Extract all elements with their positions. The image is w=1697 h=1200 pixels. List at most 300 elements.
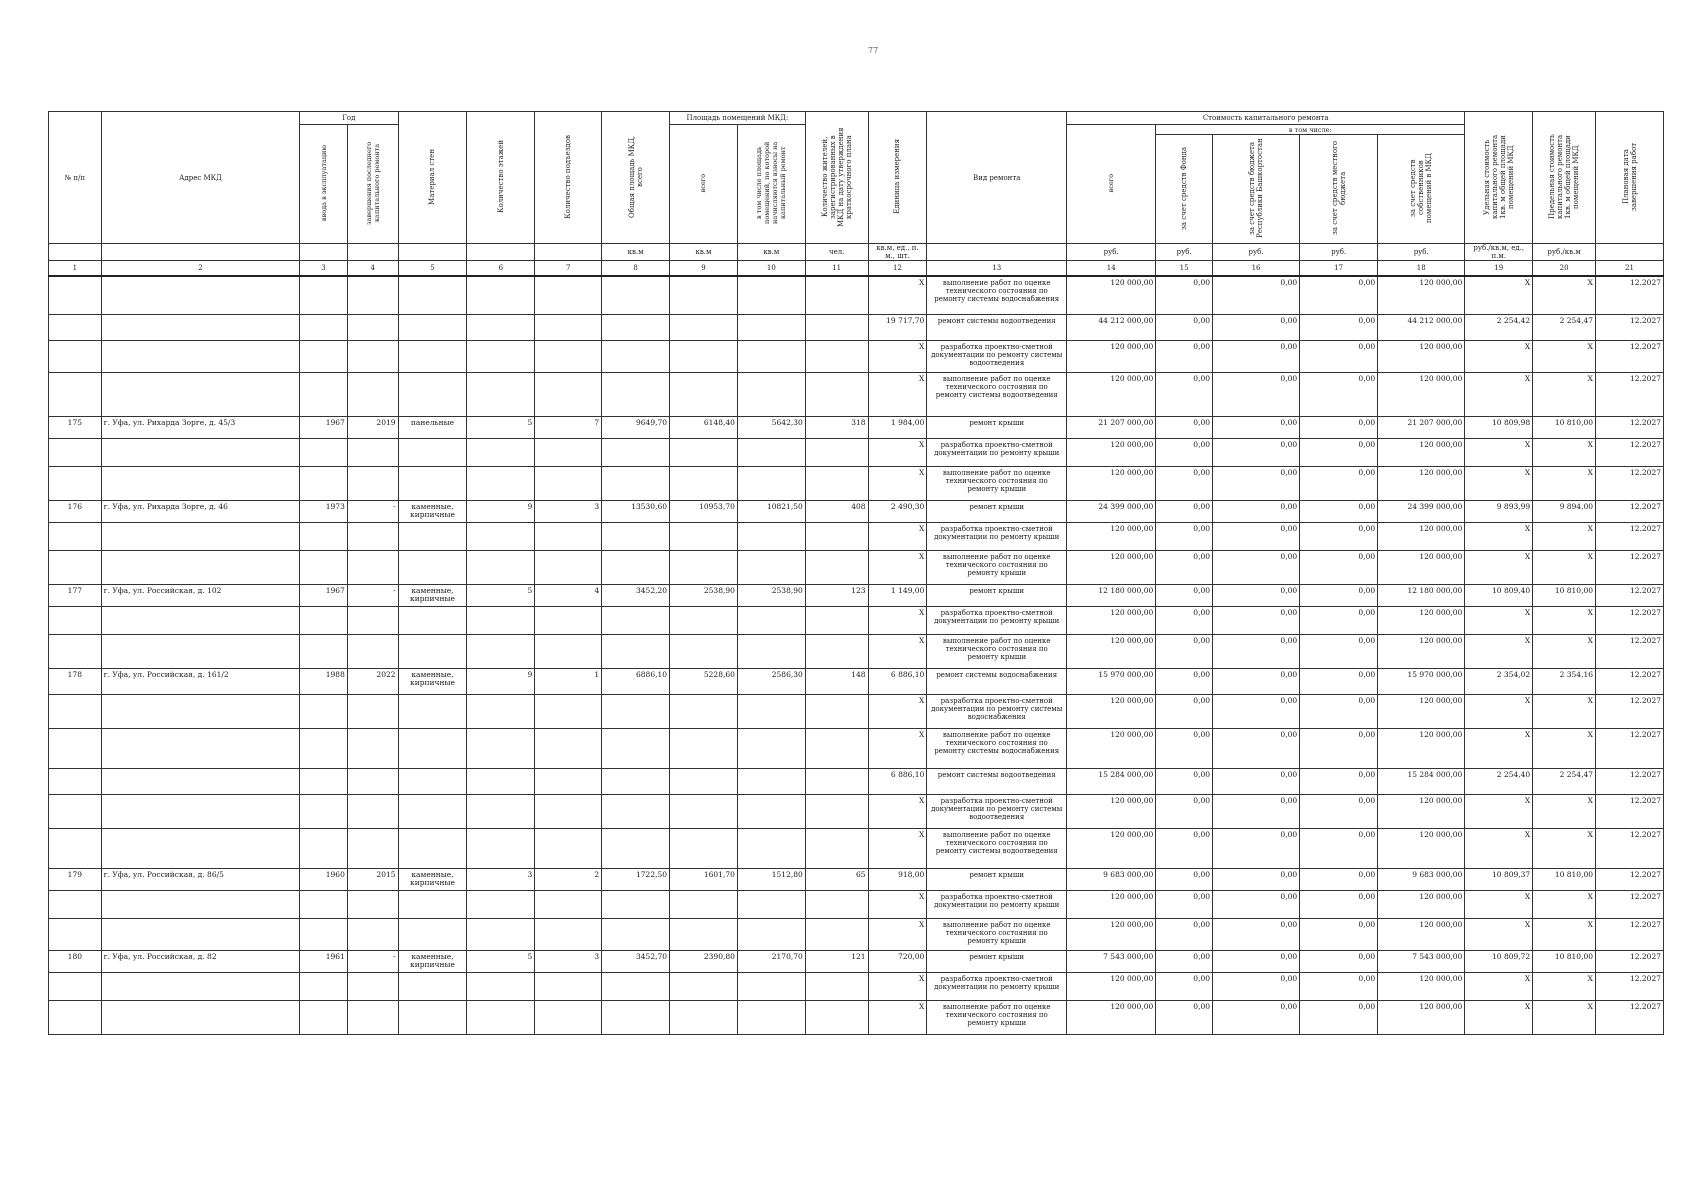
cell-cost-fund: 0,00 — [1156, 768, 1213, 794]
cell-cost-owners: 120 000,00 — [1378, 972, 1465, 1000]
cell-entrances — [535, 522, 602, 550]
cell-year-built: 1967 — [300, 584, 348, 606]
cell-cost-fund: 0,00 — [1156, 794, 1213, 828]
cell-total-area — [602, 634, 670, 668]
cell-residents — [805, 314, 868, 340]
cell-repair-type: ремонт крыши — [927, 868, 1067, 890]
cell-max-cost: X — [1533, 438, 1596, 466]
column-number: 9 — [670, 261, 738, 277]
table-row — [49, 416, 1664, 438]
cell-floors — [467, 340, 535, 372]
table-row — [49, 276, 1664, 314]
unit-cell: руб. — [1067, 244, 1156, 261]
cell-unit-value: X — [868, 728, 927, 768]
table-row — [49, 668, 1664, 694]
cell-year-last-repair — [347, 372, 398, 416]
cell-repair-type: выполнение работ по оценке технического состояния по ремонту системы водоотведения — [927, 372, 1067, 416]
cell-address — [101, 728, 300, 768]
cell-address — [101, 438, 300, 466]
cell-repair-type: ремонт крыши — [927, 500, 1067, 522]
header-year-group: Год — [300, 112, 398, 125]
cell-year-built — [300, 466, 348, 500]
header-area-all: всего — [670, 125, 738, 244]
cell-cost-local: 0,00 — [1300, 466, 1378, 500]
cell-repair-type: разработка проектно-сметной документации по ремонту системы водоотведения — [927, 340, 1067, 372]
cell-planned-date: 12.2027 — [1596, 768, 1664, 794]
cell-repair-type: выполнение работ по оценке технического состояния по ремонту системы водоснабжения — [927, 728, 1067, 768]
cell-year-last-repair: - — [347, 500, 398, 522]
cell-repair-type: выполнение работ по оценке технического состояния по ремонту крыши — [927, 634, 1067, 668]
header-cost-owners: за счет средств собственников помещений в МКД — [1378, 135, 1465, 244]
column-number: 6 — [467, 261, 535, 277]
cell-unit-cost: X — [1465, 694, 1533, 728]
cell-entrances — [535, 1000, 602, 1034]
cell-unit-cost: X — [1465, 438, 1533, 466]
cell-area-fees — [737, 550, 805, 584]
header-area-group: Площадь помещений МКД: — [670, 112, 806, 125]
cell-year-built — [300, 972, 348, 1000]
cell-cost-local: 0,00 — [1300, 500, 1378, 522]
cell-row-number — [49, 694, 102, 728]
cell-year-built — [300, 276, 348, 314]
cell-area-all — [670, 634, 738, 668]
cell-entrances — [535, 972, 602, 1000]
column-number: 15 — [1156, 261, 1213, 277]
cell-cost-republic: 0,00 — [1213, 694, 1300, 728]
cell-cost-owners: 12 180 000,00 — [1378, 584, 1465, 606]
cell-planned-date: 12.2027 — [1596, 890, 1664, 918]
cell-unit-cost: X — [1465, 890, 1533, 918]
cell-cost-republic: 0,00 — [1213, 950, 1300, 972]
cell-cost-total: 120 000,00 — [1067, 728, 1156, 768]
cell-floors — [467, 794, 535, 828]
cell-planned-date: 12.2027 — [1596, 466, 1664, 500]
cell-row-number — [49, 372, 102, 416]
cell-cost-fund: 0,00 — [1156, 500, 1213, 522]
cell-wall-material — [398, 972, 467, 1000]
cell-area-all: 1601,70 — [670, 868, 738, 890]
cell-area-all: 2538,90 — [670, 584, 738, 606]
cell-max-cost: X — [1533, 466, 1596, 500]
cell-entrances — [535, 550, 602, 584]
cell-max-cost: 9 894,00 — [1533, 500, 1596, 522]
cell-cost-fund: 0,00 — [1156, 314, 1213, 340]
cell-residents — [805, 890, 868, 918]
cell-area-fees: 2586,30 — [737, 668, 805, 694]
cell-cost-fund: 0,00 — [1156, 584, 1213, 606]
cell-year-last-repair: 2019 — [347, 416, 398, 438]
cell-cost-republic: 0,00 — [1213, 340, 1300, 372]
cell-year-built — [300, 340, 348, 372]
cell-cost-republic: 0,00 — [1213, 890, 1300, 918]
column-number: 3 — [300, 261, 348, 277]
cell-wall-material: панельные — [398, 416, 467, 438]
cell-year-last-repair: 2015 — [347, 868, 398, 890]
unit-cell: руб. — [1378, 244, 1465, 261]
cell-row-number — [49, 828, 102, 868]
cell-cost-local: 0,00 — [1300, 868, 1378, 890]
cell-residents — [805, 372, 868, 416]
cell-entrances: 4 — [535, 584, 602, 606]
cell-wall-material — [398, 276, 467, 314]
cell-area-fees — [737, 1000, 805, 1034]
cell-year-last-repair — [347, 606, 398, 634]
cell-max-cost: 2 254,47 — [1533, 314, 1596, 340]
cell-area-all — [670, 972, 738, 1000]
cell-unit-value: X — [868, 438, 927, 466]
cell-floors: 5 — [467, 416, 535, 438]
cell-planned-date: 12.2027 — [1596, 606, 1664, 634]
cell-cost-total: 120 000,00 — [1067, 694, 1156, 728]
column-number: 7 — [535, 261, 602, 277]
cell-max-cost: 2 254,47 — [1533, 768, 1596, 794]
cell-planned-date: 12.2027 — [1596, 522, 1664, 550]
cell-total-area — [602, 972, 670, 1000]
cell-row-number — [49, 890, 102, 918]
cell-cost-republic: 0,00 — [1213, 606, 1300, 634]
cell-cost-republic: 0,00 — [1213, 728, 1300, 768]
cell-year-built — [300, 550, 348, 584]
cell-entrances: 7 — [535, 416, 602, 438]
header-unit: Единица измерения — [868, 112, 927, 244]
cell-cost-fund: 0,00 — [1156, 606, 1213, 634]
column-number: 20 — [1533, 261, 1596, 277]
cell-repair-type: разработка проектно-сметной документации по ремонту системы водоснабжения — [927, 694, 1067, 728]
cell-year-last-repair — [347, 438, 398, 466]
cell-cost-republic: 0,00 — [1213, 438, 1300, 466]
cell-cost-local: 0,00 — [1300, 918, 1378, 950]
cell-floors — [467, 438, 535, 466]
cell-year-last-repair — [347, 768, 398, 794]
table-row — [49, 522, 1664, 550]
cell-cost-owners: 120 000,00 — [1378, 372, 1465, 416]
cell-floors — [467, 918, 535, 950]
cell-total-area — [602, 728, 670, 768]
cell-wall-material — [398, 918, 467, 950]
cell-planned-date: 12.2027 — [1596, 794, 1664, 828]
cell-year-last-repair — [347, 522, 398, 550]
cell-wall-material — [398, 606, 467, 634]
cell-cost-republic: 0,00 — [1213, 1000, 1300, 1034]
cell-row-number — [49, 466, 102, 500]
cell-repair-type: разработка проектно-сметной документации по ремонту крыши — [927, 890, 1067, 918]
cell-unit-value: X — [868, 276, 927, 314]
column-number: 16 — [1213, 261, 1300, 277]
cell-cost-owners: 120 000,00 — [1378, 918, 1465, 950]
cell-total-area — [602, 340, 670, 372]
header-number: № п/п — [49, 112, 102, 244]
cell-cost-fund: 0,00 — [1156, 972, 1213, 1000]
cell-wall-material — [398, 314, 467, 340]
cell-wall-material — [398, 372, 467, 416]
cell-row-number — [49, 340, 102, 372]
cell-planned-date: 12.2027 — [1596, 500, 1664, 522]
cell-cost-total: 120 000,00 — [1067, 466, 1156, 500]
cell-residents — [805, 828, 868, 868]
cell-repair-type: разработка проектно-сметной документации по ремонту крыши — [927, 438, 1067, 466]
cell-address — [101, 768, 300, 794]
cell-max-cost: 2 354,16 — [1533, 668, 1596, 694]
unit-cell: кв.м — [602, 244, 670, 261]
unit-cell: руб. — [1213, 244, 1300, 261]
cell-address — [101, 828, 300, 868]
cell-cost-local: 0,00 — [1300, 694, 1378, 728]
cell-wall-material — [398, 794, 467, 828]
cell-cost-total: 120 000,00 — [1067, 1000, 1156, 1034]
cell-planned-date: 12.2027 — [1596, 972, 1664, 1000]
cell-row-number — [49, 276, 102, 314]
cell-cost-total: 120 000,00 — [1067, 634, 1156, 668]
cell-address: г. Уфа, ул. Российская, д. 86/5 — [101, 868, 300, 890]
table-row — [49, 634, 1664, 668]
cell-year-built — [300, 634, 348, 668]
cell-residents — [805, 634, 868, 668]
cell-max-cost: 10 810,00 — [1533, 584, 1596, 606]
cell-floors — [467, 828, 535, 868]
cell-area-fees — [737, 634, 805, 668]
cell-area-all — [670, 890, 738, 918]
cell-residents: 65 — [805, 868, 868, 890]
cell-cost-fund: 0,00 — [1156, 340, 1213, 372]
cell-total-area — [602, 550, 670, 584]
table-row — [49, 372, 1664, 416]
cell-cost-republic: 0,00 — [1213, 372, 1300, 416]
cell-unit-value: X — [868, 918, 927, 950]
cell-address — [101, 794, 300, 828]
cell-year-last-repair: - — [347, 950, 398, 972]
cell-area-fees — [737, 768, 805, 794]
cell-cost-fund: 0,00 — [1156, 918, 1213, 950]
cell-unit-value: 2 490,30 — [868, 500, 927, 522]
cell-residents — [805, 522, 868, 550]
cell-floors — [467, 466, 535, 500]
cell-row-number — [49, 768, 102, 794]
cell-cost-republic: 0,00 — [1213, 416, 1300, 438]
cell-cost-fund: 0,00 — [1156, 828, 1213, 868]
cell-cost-local: 0,00 — [1300, 768, 1378, 794]
cell-entrances — [535, 728, 602, 768]
header-entrances: Количество подъездов — [535, 112, 602, 244]
cell-unit-cost: 10 809,37 — [1465, 868, 1533, 890]
cell-area-all — [670, 918, 738, 950]
cell-planned-date: 12.2027 — [1596, 728, 1664, 768]
cell-year-last-repair — [347, 918, 398, 950]
cell-address: г. Уфа, ул. Российская, д. 82 — [101, 950, 300, 972]
cell-row-number — [49, 314, 102, 340]
cell-entrances — [535, 794, 602, 828]
cell-residents: 121 — [805, 950, 868, 972]
header-total-area: Общая площадь МКД, всего — [602, 112, 670, 244]
cell-row-number — [49, 634, 102, 668]
cell-area-fees: 2538,90 — [737, 584, 805, 606]
cell-cost-local: 0,00 — [1300, 438, 1378, 466]
cell-cost-owners: 44 212 000,00 — [1378, 314, 1465, 340]
cell-cost-total: 120 000,00 — [1067, 438, 1156, 466]
cell-address — [101, 890, 300, 918]
cell-unit-value: X — [868, 522, 927, 550]
cell-repair-type: ремонт системы водоотведения — [927, 768, 1067, 794]
cell-cost-local: 0,00 — [1300, 828, 1378, 868]
column-number: 18 — [1378, 261, 1465, 277]
cell-entrances — [535, 372, 602, 416]
cell-cost-total: 21 207 000,00 — [1067, 416, 1156, 438]
header-floors: Количество этажей — [467, 112, 535, 244]
cell-entrances — [535, 768, 602, 794]
cell-planned-date: 12.2027 — [1596, 950, 1664, 972]
cell-max-cost: X — [1533, 606, 1596, 634]
cell-cost-owners: 120 000,00 — [1378, 728, 1465, 768]
unit-cell: руб. — [1156, 244, 1213, 261]
cell-residents: 408 — [805, 500, 868, 522]
cell-max-cost: X — [1533, 794, 1596, 828]
header-wall-material: Материал стен — [398, 112, 467, 244]
cell-year-built — [300, 918, 348, 950]
cell-area-all — [670, 314, 738, 340]
cell-area-fees: 10821,50 — [737, 500, 805, 522]
cell-cost-total: 24 399 000,00 — [1067, 500, 1156, 522]
cell-wall-material — [398, 828, 467, 868]
unit-cell: руб./кв.м, ед., п.м. — [1465, 244, 1533, 261]
cell-total-area — [602, 828, 670, 868]
cell-unit-value: X — [868, 466, 927, 500]
cell-year-last-repair — [347, 794, 398, 828]
cell-year-built — [300, 694, 348, 728]
cell-area-fees — [737, 438, 805, 466]
cell-cost-total: 15 284 000,00 — [1067, 768, 1156, 794]
cell-total-area — [602, 694, 670, 728]
cell-year-built: 1988 — [300, 668, 348, 694]
header-planned-date: Плановая дата завершения работ — [1596, 112, 1664, 244]
cell-floors — [467, 314, 535, 340]
cell-max-cost: X — [1533, 918, 1596, 950]
cell-entrances — [535, 634, 602, 668]
cell-repair-type: разработка проектно-сметной документации по ремонту крыши — [927, 522, 1067, 550]
cell-cost-republic: 0,00 — [1213, 550, 1300, 584]
cell-unit-value: X — [868, 694, 927, 728]
cell-wall-material: каменные, кирпичные — [398, 500, 467, 522]
cell-max-cost: 10 810,00 — [1533, 416, 1596, 438]
cell-floors — [467, 972, 535, 1000]
cell-unit-cost: 10 809,72 — [1465, 950, 1533, 972]
cell-cost-local: 0,00 — [1300, 634, 1378, 668]
cell-cost-republic: 0,00 — [1213, 828, 1300, 868]
cell-cost-owners: 15 970 000,00 — [1378, 668, 1465, 694]
cell-row-number — [49, 728, 102, 768]
cell-row-number: 180 — [49, 950, 102, 972]
cell-area-all — [670, 276, 738, 314]
cell-planned-date: 12.2027 — [1596, 340, 1664, 372]
column-number: 1 — [49, 261, 102, 277]
cell-floors — [467, 550, 535, 584]
cell-wall-material — [398, 768, 467, 794]
table-row — [49, 972, 1664, 1000]
cell-cost-owners: 120 000,00 — [1378, 634, 1465, 668]
cell-entrances — [535, 606, 602, 634]
cell-cost-owners: 9 683 000,00 — [1378, 868, 1465, 890]
header-unit-cost: Удельная стоимость капитального ремонта 1кв. м общей площади помещений МКД — [1465, 112, 1533, 244]
table-row — [49, 828, 1664, 868]
cell-year-built — [300, 522, 348, 550]
unit-cell: руб./кв.м — [1533, 244, 1596, 261]
cell-area-all — [670, 438, 738, 466]
cell-residents: 318 — [805, 416, 868, 438]
column-number: 14 — [1067, 261, 1156, 277]
cell-cost-local: 0,00 — [1300, 340, 1378, 372]
cell-total-area — [602, 794, 670, 828]
cell-entrances — [535, 828, 602, 868]
cell-cost-total: 120 000,00 — [1067, 276, 1156, 314]
cell-floors — [467, 522, 535, 550]
cell-year-built — [300, 372, 348, 416]
cell-cost-total: 120 000,00 — [1067, 606, 1156, 634]
cell-max-cost: 10 810,00 — [1533, 868, 1596, 890]
table-row — [49, 694, 1664, 728]
cell-repair-type: выполнение работ по оценке технического состояния по ремонту крыши — [927, 1000, 1067, 1034]
cell-unit-cost: X — [1465, 828, 1533, 868]
cell-unit-cost: 9 893,99 — [1465, 500, 1533, 522]
cell-cost-fund: 0,00 — [1156, 466, 1213, 500]
cell-area-all — [670, 828, 738, 868]
cell-entrances — [535, 276, 602, 314]
cell-cost-owners: 120 000,00 — [1378, 340, 1465, 372]
cell-address — [101, 372, 300, 416]
cell-area-fees — [737, 372, 805, 416]
column-number: 2 — [101, 261, 300, 277]
cell-cost-total: 120 000,00 — [1067, 972, 1156, 1000]
table-row — [49, 550, 1664, 584]
cell-floors — [467, 890, 535, 918]
cell-year-last-repair — [347, 276, 398, 314]
cell-year-last-repair — [347, 828, 398, 868]
cell-repair-type: ремонт системы водоотведения — [927, 314, 1067, 340]
column-number: 4 — [347, 261, 398, 277]
cell-cost-republic: 0,00 — [1213, 918, 1300, 950]
cell-wall-material: каменные, кирпичные — [398, 584, 467, 606]
cell-year-last-repair: - — [347, 584, 398, 606]
cell-wall-material: каменные, кирпичные — [398, 668, 467, 694]
cell-cost-fund: 0,00 — [1156, 416, 1213, 438]
cell-planned-date: 12.2027 — [1596, 314, 1664, 340]
cell-planned-date: 12.2027 — [1596, 276, 1664, 314]
cell-address — [101, 466, 300, 500]
cell-cost-local: 0,00 — [1300, 276, 1378, 314]
cell-year-last-repair — [347, 466, 398, 500]
cell-year-last-repair — [347, 634, 398, 668]
cell-year-last-repair: 2022 — [347, 668, 398, 694]
cell-entrances: 1 — [535, 668, 602, 694]
cell-address — [101, 634, 300, 668]
cell-area-fees — [737, 694, 805, 728]
cell-planned-date: 12.2027 — [1596, 668, 1664, 694]
cell-repair-type: ремонт крыши — [927, 950, 1067, 972]
cell-residents — [805, 466, 868, 500]
cell-cost-owners: 120 000,00 — [1378, 606, 1465, 634]
cell-cost-local: 0,00 — [1300, 890, 1378, 918]
cell-area-fees — [737, 828, 805, 868]
cell-unit-cost: X — [1465, 606, 1533, 634]
cell-floors — [467, 634, 535, 668]
cell-row-number — [49, 550, 102, 584]
cell-unit-value: X — [868, 794, 927, 828]
header-residents: Количество жителей, зарегистрированных в МКД на дату утверждения краткосрочного плана — [805, 112, 868, 244]
cell-year-last-repair — [347, 890, 398, 918]
cell-unit-value: X — [868, 340, 927, 372]
cell-max-cost: X — [1533, 972, 1596, 1000]
cell-address — [101, 694, 300, 728]
cell-cost-total: 44 212 000,00 — [1067, 314, 1156, 340]
header-year-last-repair: завершения последнего капитального ремонта — [347, 125, 398, 244]
cell-area-all: 6148,40 — [670, 416, 738, 438]
